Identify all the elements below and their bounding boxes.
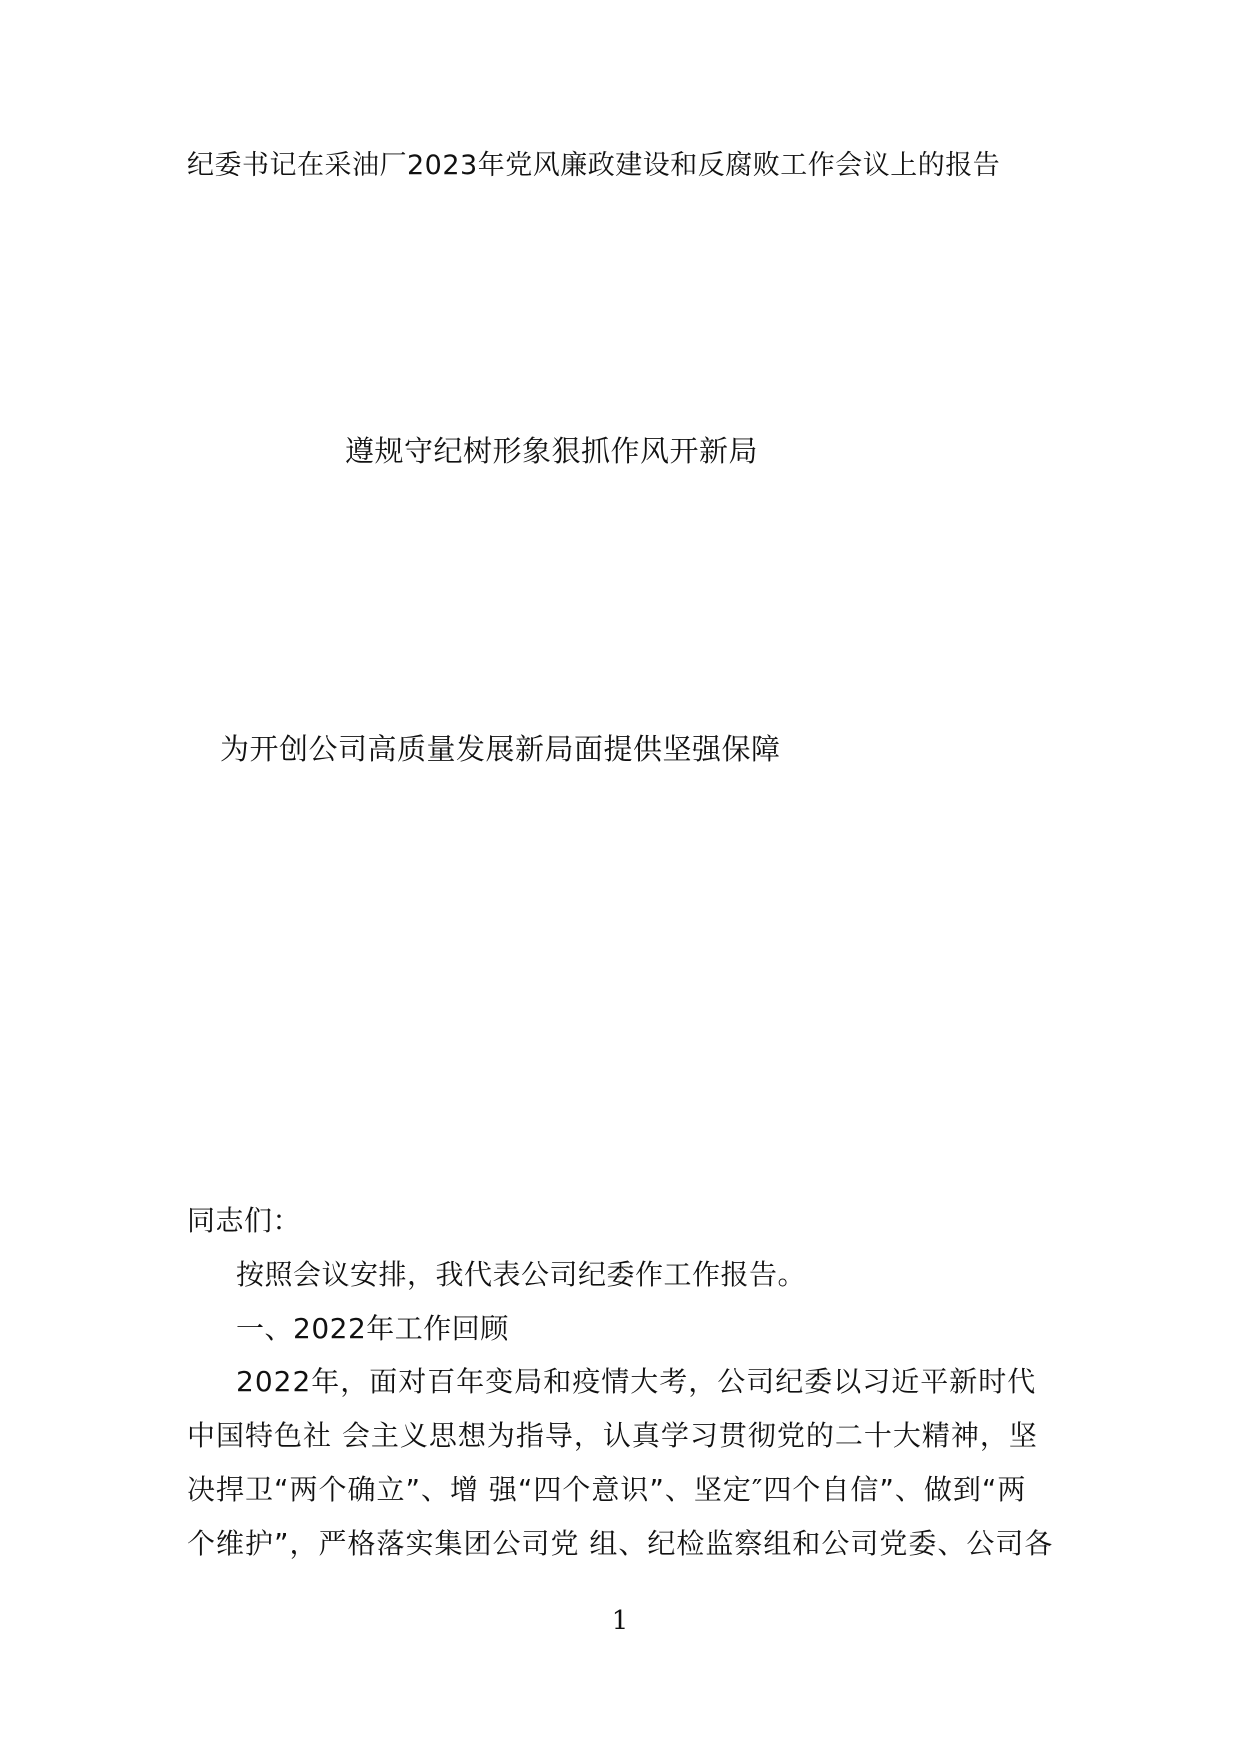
salutation: 同志们： [187,1204,302,1237]
body-text-line: 个维护”，严格落实集团公司党 组、纪检监察组和公司党委、公司各 [187,1527,1054,1560]
body-text-line: 2022年，面对百年变局和疫情大考，公司纪委以习近平新时代 [236,1365,1037,1398]
sub-heading: 为开创公司高质量发展新局面提供坚强保障 [220,732,781,766]
intro-paragraph: 按照会议安排，我代表公司纪委作工作报告。 [236,1258,807,1291]
section-heading: 一、2022年工作回顾 [236,1312,509,1345]
page-number: 1 [611,1606,629,1636]
body-text-line: 中国特色社 会主义思想为指导，认真学习贯彻党的二十大精神，坚 [187,1419,1038,1452]
body-text-line: 决捍卫“两个确立”、增 强“四个意识”、坚定″四个自信”、做到“两 [187,1473,1027,1506]
document-title: 纪委书记在采油厂2023年党风廉政建设和反腐败工作会议上的报告 [187,150,1001,181]
main-heading: 遵规守纪树形象狠抓作风开新局 [345,434,759,468]
